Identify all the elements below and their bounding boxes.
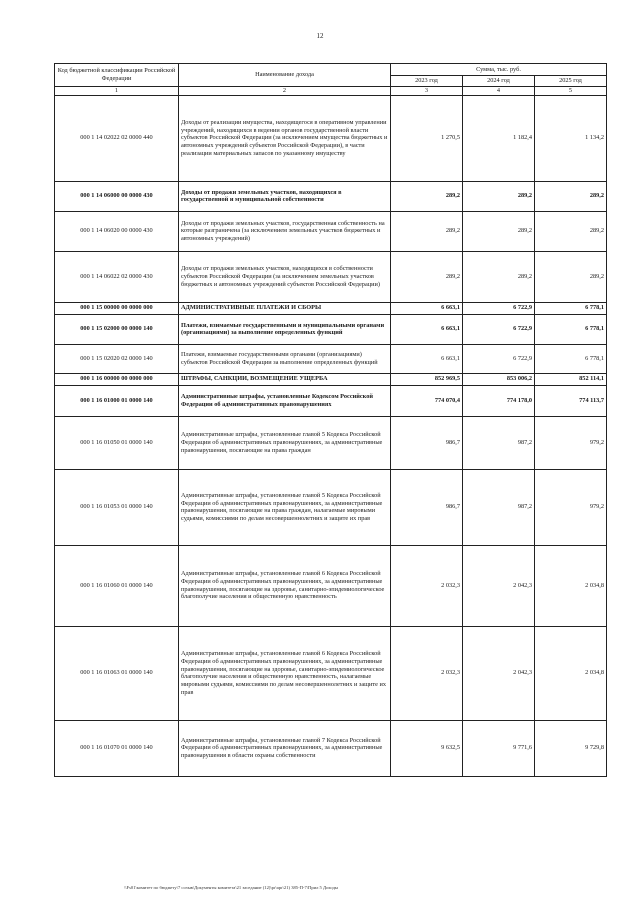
row-name: Административные штрафы, установленные главой 6 Кодекса Российской Федерации об административных правонарушениях, за административные правонарушения, посягающие на здоровье, санитарно-эпидемиологическое благополучие населения и общественную нравственность, налагаемые мировыми судьями, комиссиями по делам несовершеннолетних и защите их прав (179, 626, 391, 720)
row-name: Административные штрафы, установленные главой 5 Кодекса Российской Федерации об административных правонарушениях, за административные правонарушения, посягающие на права граждан, налагаемые мировыми судьями, комиссиями по делам несовершеннолетних и защите их прав (179, 469, 391, 545)
row-name: Платежи, взимаемые государственными органами (организациями) субъектов Российской Федерации за выполнение определенных функций (179, 344, 391, 373)
row-value-2025: 2 034,8 (535, 545, 607, 626)
row-code: 000 1 15 00000 00 0000 000 (55, 302, 179, 314)
column-index: 2 (179, 86, 391, 95)
page-number: 12 (316, 32, 324, 40)
row-value-2025: 289,2 (535, 251, 607, 302)
row-value-2024: 9 771,6 (463, 720, 535, 776)
row-value-2023: 2 032,3 (391, 626, 463, 720)
row-value-2024: 2 042,3 (463, 545, 535, 626)
file-path-footer: \\Fs01\комитет по бюджету\7 созыв\Документы комитета\21 заседание (12)\pr\apr\21) 385-П-7\Прил 5 Доходы (124, 885, 339, 890)
row-value-2023: 289,2 (391, 251, 463, 302)
row-value-2023: 289,2 (391, 211, 463, 251)
row-code: 000 1 15 02000 00 0000 140 (55, 314, 179, 344)
row-code: 000 1 16 01060 01 0000 140 (55, 545, 179, 626)
row-name: Административные штрафы, установленные главой 5 Кодекса Российской Федерации об административных правонарушениях, за административные правонарушения, посягающие на права граждан (179, 416, 391, 469)
row-code: 000 1 16 00000 00 0000 000 (55, 373, 179, 385)
column-index: 3 (391, 86, 463, 95)
row-value-2023: 6 663,1 (391, 344, 463, 373)
row-value-2023: 9 632,5 (391, 720, 463, 776)
row-code: 000 1 14 02022 02 0000 440 (55, 95, 179, 181)
column-index: 1 (55, 86, 179, 95)
row-code: 000 1 16 01050 01 0000 140 (55, 416, 179, 469)
row-value-2025: 979,2 (535, 469, 607, 545)
row-name: Административные штрафы, установленные Кодексом Российской Федерации об административных правонарушениях (179, 385, 391, 416)
year-2023-header: 2023 год (391, 76, 463, 87)
code-column-header: Код бюджетной классификации Российской Федерации (55, 64, 179, 87)
row-name: Административные штрафы, установленные главой 6 Кодекса Российской Федерации об административных правонарушениях, за административные правонарушения, посягающие на здоровье, санитарно-эпидемиологическое благополучие населения и общественную нравственность (179, 545, 391, 626)
row-value-2023: 2 032,3 (391, 545, 463, 626)
row-value-2024: 853 006,2 (463, 373, 535, 385)
row-code: 000 1 14 06000 00 0000 430 (55, 181, 179, 211)
year-2024-header: 2024 год (463, 76, 535, 87)
row-code: 000 1 16 01000 01 0000 140 (55, 385, 179, 416)
row-value-2025: 774 113,7 (535, 385, 607, 416)
row-value-2024: 2 042,3 (463, 626, 535, 720)
row-value-2023: 986,7 (391, 416, 463, 469)
row-value-2025: 9 729,8 (535, 720, 607, 776)
row-value-2024: 289,2 (463, 181, 535, 211)
row-value-2023: 6 663,1 (391, 314, 463, 344)
row-code: 000 1 15 02020 02 0000 140 (55, 344, 179, 373)
row-code: 000 1 16 01063 01 0000 140 (55, 626, 179, 720)
row-value-2024: 6 722,9 (463, 344, 535, 373)
row-value-2024: 289,2 (463, 251, 535, 302)
row-name: Доходы от продажи земельных участков, находящихся в собственности субъектов Российской Федерации (за исключением земельных участков бюджетных и автономных учреждений субъектов Российской Федерации) (179, 251, 391, 302)
row-code: 000 1 14 06020 00 0000 430 (55, 211, 179, 251)
row-value-2024: 1 182,4 (463, 95, 535, 181)
name-column-header: Наименование дохода (179, 64, 391, 87)
row-value-2025: 6 778,1 (535, 314, 607, 344)
row-name: Доходы от реализации имущества, находящегося в оперативном управлении учреждений, находящихся в ведении органов государственной власти субъектов Российской Федерации (за исключением имущества бюджетных и автономных учреждений субъектов Российской Федерации), в части реализации материальных запасов по указанному имуществу (179, 95, 391, 181)
row-value-2023: 852 969,5 (391, 373, 463, 385)
row-value-2025: 979,2 (535, 416, 607, 469)
year-2025-header: 2025 год (535, 76, 607, 87)
row-code: 000 1 16 01053 01 0000 140 (55, 469, 179, 545)
row-value-2025: 2 034,8 (535, 626, 607, 720)
row-value-2023: 1 270,5 (391, 95, 463, 181)
row-value-2024: 774 178,0 (463, 385, 535, 416)
row-value-2023: 774 070,4 (391, 385, 463, 416)
row-code: 000 1 16 01070 01 0000 140 (55, 720, 179, 776)
row-value-2024: 289,2 (463, 211, 535, 251)
row-value-2024: 987,2 (463, 469, 535, 545)
row-name: ШТРАФЫ, САНКЦИИ, ВОЗМЕЩЕНИЕ УЩЕРБА (179, 373, 391, 385)
row-name: Доходы от продажи земельных участков, находящихся в государственной и муниципальной собственности (179, 181, 391, 211)
row-code: 000 1 14 06022 02 0000 430 (55, 251, 179, 302)
sum-column-header: Сумма, тыс. руб. (391, 64, 607, 76)
row-value-2025: 6 778,1 (535, 344, 607, 373)
row-value-2025: 6 778,1 (535, 302, 607, 314)
row-value-2023: 289,2 (391, 181, 463, 211)
budget-income-table (54, 63, 607, 777)
column-index: 4 (463, 86, 535, 95)
row-value-2024: 6 722,9 (463, 314, 535, 344)
row-name: Платежи, взимаемые государственными и муниципальными органами (организациями) за выполнение определенных функций (179, 314, 391, 344)
row-name: АДМИНИСТРАТИВНЫЕ ПЛАТЕЖИ И СБОРЫ (179, 302, 391, 314)
row-value-2023: 986,7 (391, 469, 463, 545)
row-name: Доходы от продажи земельных участков, государственная собственность на которые разграничена (за исключением земельных участков бюджетных и автономных учреждений) (179, 211, 391, 251)
row-value-2025: 289,2 (535, 181, 607, 211)
row-value-2025: 289,2 (535, 211, 607, 251)
row-value-2025: 852 114,1 (535, 373, 607, 385)
row-value-2023: 6 663,1 (391, 302, 463, 314)
row-name: Административные штрафы, установленные главой 7 Кодекса Российской Федерации об административных правонарушениях, за административные правонарушения в области охраны собственности (179, 720, 391, 776)
row-value-2024: 987,2 (463, 416, 535, 469)
row-value-2025: 1 134,2 (535, 95, 607, 181)
row-value-2024: 6 722,9 (463, 302, 535, 314)
column-index: 5 (535, 86, 607, 95)
